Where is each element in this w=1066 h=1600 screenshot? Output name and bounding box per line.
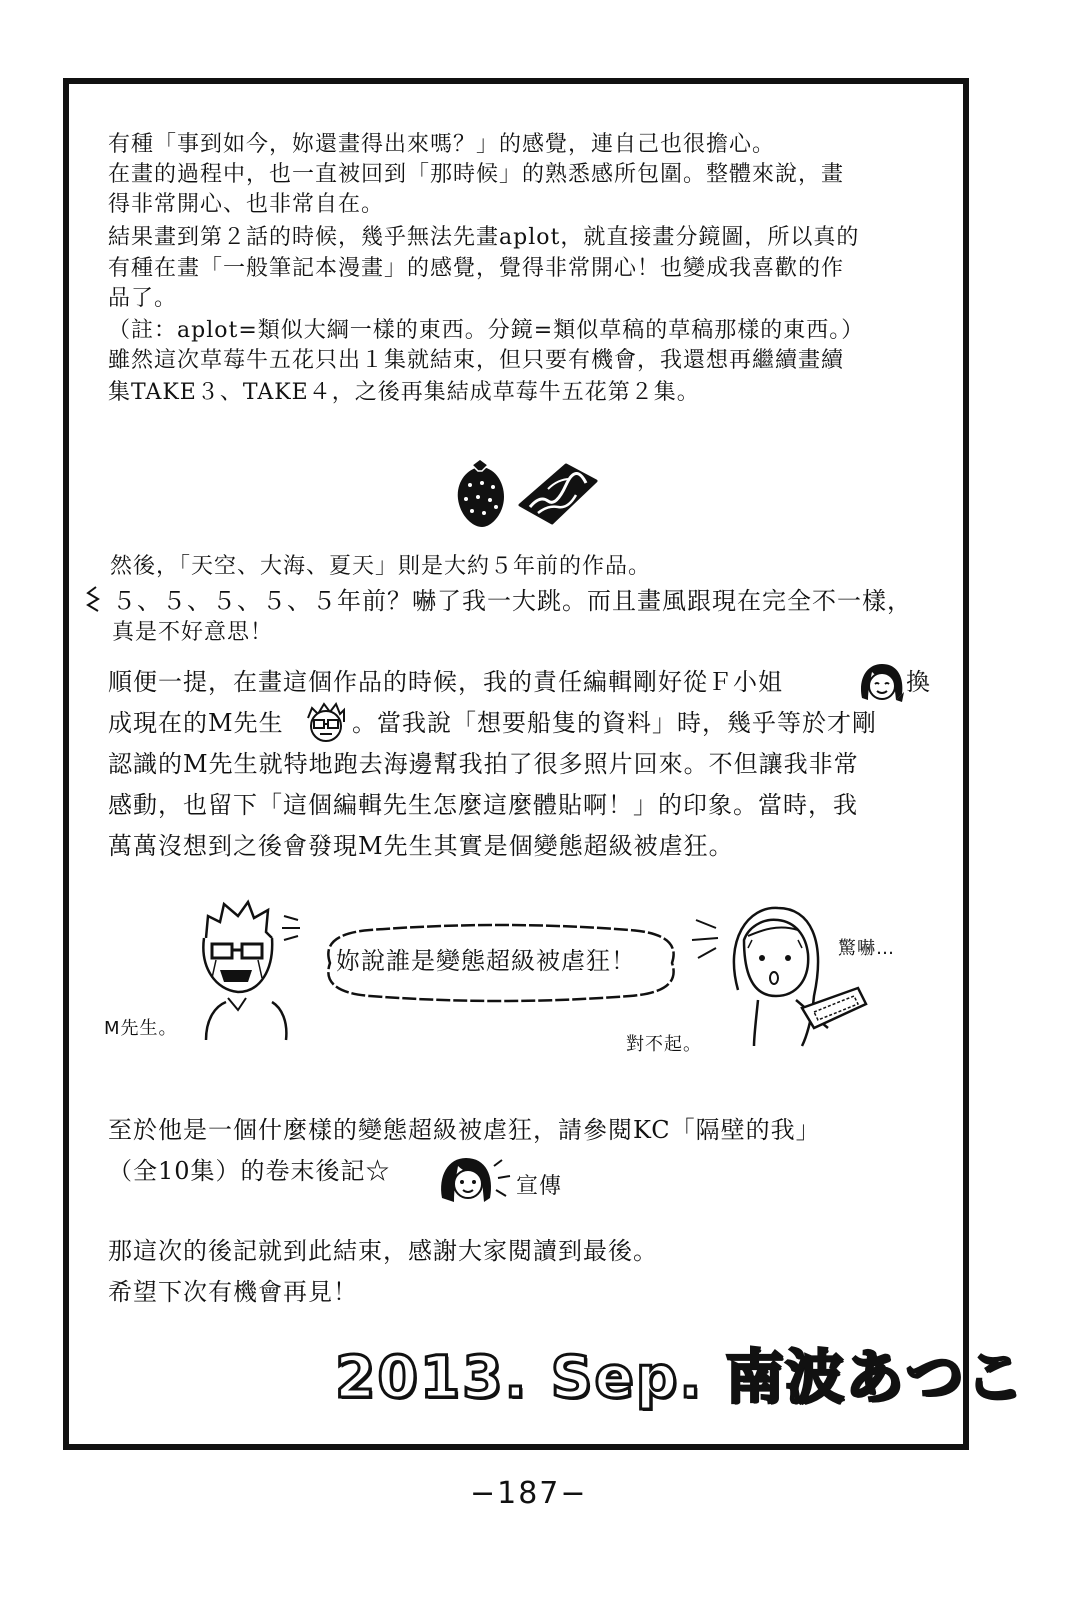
mr-m-label: M先生。 [104,1018,178,1039]
text-line-after-icon: 換 [906,668,931,696]
strawberry-beef-illustration [448,455,608,535]
text-line: 集TAKE３、TAKE４，之後再集結成草莓牛五花第２集。 [108,380,700,405]
text-line: ５、５、５、５、５年前？嚇了我一大跳。而且畫風跟現在完全不一樣， [112,587,912,615]
mr-m-face-icon [300,700,350,744]
text-line: 萬萬沒想到之後會發現M先生其實是個變態超級被虐狂。 [108,832,734,860]
text-line: 品了。 [108,286,178,311]
sorry-text: 對不起。 [626,1034,702,1055]
text-line: 雖然這次草莓牛五花只出１集就結束，但只要有機會，我還想再繼續畫續 [108,348,845,373]
promo-text: 宣傳 [516,1174,563,1199]
signature: 2013. Sep. 南波あつこ [335,1343,1026,1411]
text-line: 然後，「天空、大海、夏天」則是大約５年前的作品。 [110,554,652,579]
text-line: 有種「事到如今，妳還畫得出來嗎？」的感覺，連自己也很擔心。 [108,132,776,157]
text-line: 結果畫到第２話的時候，幾乎無法先畫aplot，就直接畫分鏡圖，所以真的 [108,225,860,250]
text-line: 感動，也留下「這個編輯先生怎麼這麼體貼啊！」的印象。當時，我 [108,791,858,819]
author-face-icon [436,1152,516,1208]
text-line: （註：aplot=類似大綱一樣的東西。分鏡=類似草稿的草稿那樣的東西。） [108,318,865,343]
text-line: 有種在畫「一般筆記本漫畫」的感覺，覺得非常開心！也變成我喜歡的作 [108,256,845,281]
text-line: 希望下次有機會再見！ [108,1278,358,1306]
author-drawing [718,900,868,1050]
text-line-before-icon: 順便一提，在畫這個作品的時候，我的責任編輯剛好從Ｆ小姐 [108,668,783,696]
text-line: 得非常開心、也非常自在。 [108,192,385,217]
beef-slice-icon [520,465,596,523]
squiggle-icon [82,585,106,615]
text-line-before-icon: 成現在的M先生 [108,709,284,737]
text-line: 真是不好意思！ [112,620,274,645]
text-line: 至於他是一個什麼樣的變態超級被虐狂，請參閱KC「隔壁的我」 [108,1116,821,1144]
text-line: 在畫的過程中，也一直被回到「那時候」的熟悉感所包圍。整體來說，畫 [108,162,845,187]
text-line: 認識的M先生就特地跑去海邊幫我拍了很多照片回來。不但讓我非常 [108,750,859,778]
shout-marks-icon [280,910,304,950]
strawberry-icon [458,459,504,527]
text-line: （全10集）的卷末後記☆ [108,1157,391,1185]
shock-text: 驚嚇… [838,938,895,959]
text-line-after-icon: 。當我說「想要船隻的資料」時，幾乎等於才剛 [352,709,877,737]
ms-f-face-icon [856,660,906,704]
text-line: 那這次的後記就到此結束，感謝大家閱讀到最後。 [108,1237,658,1265]
speech-text: 妳說誰是變態超級被虐狂！ [336,947,636,975]
page-number: −187− [470,1476,588,1511]
